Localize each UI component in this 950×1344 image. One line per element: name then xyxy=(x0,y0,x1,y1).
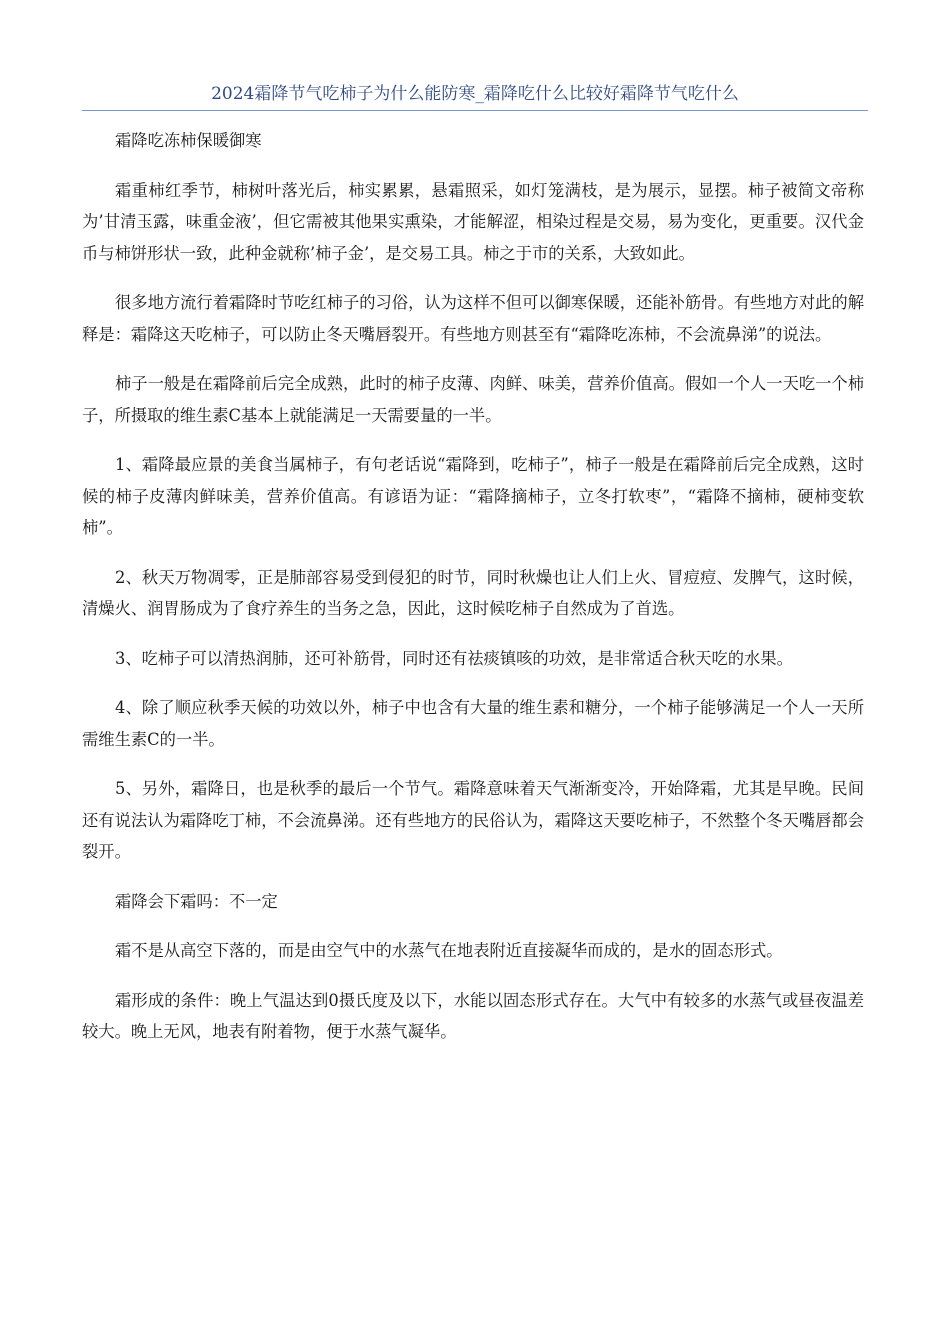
paragraph: 霜形成的条件：晚上气温达到0摄氏度及以下，水能以固态形式存在。大气中有较多的水蒸气或昼夜温差较大。晚上无风，地表有附着物，便于水蒸气凝华。 xyxy=(82,990,864,1041)
section-heading: 霜降吃冻柿保暖御寒 xyxy=(115,131,262,150)
section-heading: 霜降会下霜吗：不一定 xyxy=(115,891,278,911)
list-item: 4、除了顺应秋季天候的功效以外，柿子中也含有大量的维生素和糖分，一个柿子能够满足一个人一天所需维生素C的一半。 xyxy=(82,698,864,749)
header-divider xyxy=(82,110,868,111)
paragraph: 很多地方流行着霜降时节吃红柿子的习俗，认为这样不但可以御寒保暖，还能补筋骨。有些地方对此的解释是：霜降这天吃柿子，可以防止冬天嘴唇裂开。有些地方则甚至有“霜降吃冻柿，不会流鼻涕”的说法。 xyxy=(82,293,864,344)
list-item: 2、秋天万物凋零，正是肺部容易受到侵犯的时节，同时秋燥也让人们上火、冒痘痘、发脾气，这时候，清燥火、润胃肠成为了食疗养生的当务之急，因此，这时候吃柿子自然成为了首选。 xyxy=(82,567,864,618)
page-header-title: 2024霜降节气吃柿子为什么能防寒_霜降吃什么比较好霜降节气吃什么 xyxy=(211,84,739,104)
paragraph: 霜重柿红季节，柿树叶落光后，柿实累累，悬霜照采，如灯笼满枝，是为展示，显摆。柿子被简文帝称为’甘清玉露，味重金液’，但它需被其他果实熏染，才能解涩，相染过程是交易，易为变化，更重要。汉代金币与柿饼形状一致，此种金就称’柿子金’，是交易工具。柿之于市的关系，大致如此。 xyxy=(82,180,864,263)
list-item: 1、霜降最应景的美食当属柿子，有句老话说“霜降到，吃柿子”，柿子一般是在霜降前后完全成熟，这时候的柿子皮薄肉鲜味美，营养价值高。有谚语为证：“霜降摘柿子，立冬打软枣”，“霜降不摘柿，硬柿变软柿”。 xyxy=(82,455,864,537)
paragraph: 柿子一般是在霜降前后完全成熟，此时的柿子皮薄、肉鲜、味美，营养价值高。假如一个人一天吃一个柿子，所摄取的维生素C基本上就能满足一天需要量的一半。 xyxy=(82,374,864,425)
list-item: 3、吃柿子可以清热润肺，还可补筋骨，同时还有祛痰镇咳的功效，是非常适合秋天吃的水果。 xyxy=(115,648,793,668)
document-body xyxy=(82,125,864,1066)
paragraph: 霜不是从高空下落的，而是由空气中的水蒸气在地表附近直接凝华而成的，是水的固态形式。 xyxy=(115,941,783,960)
list-item: 5、另外，霜降日，也是秋季的最后一个节气。霜降意味着天气渐渐变冷，开始降霜，尤其是早晚。民间还有说法认为霜降吃丁柿，不会流鼻涕。还有些地方的民俗认为，霜降这天要吃柿子，不然整个冬天嘴唇都会裂开。 xyxy=(82,779,864,861)
